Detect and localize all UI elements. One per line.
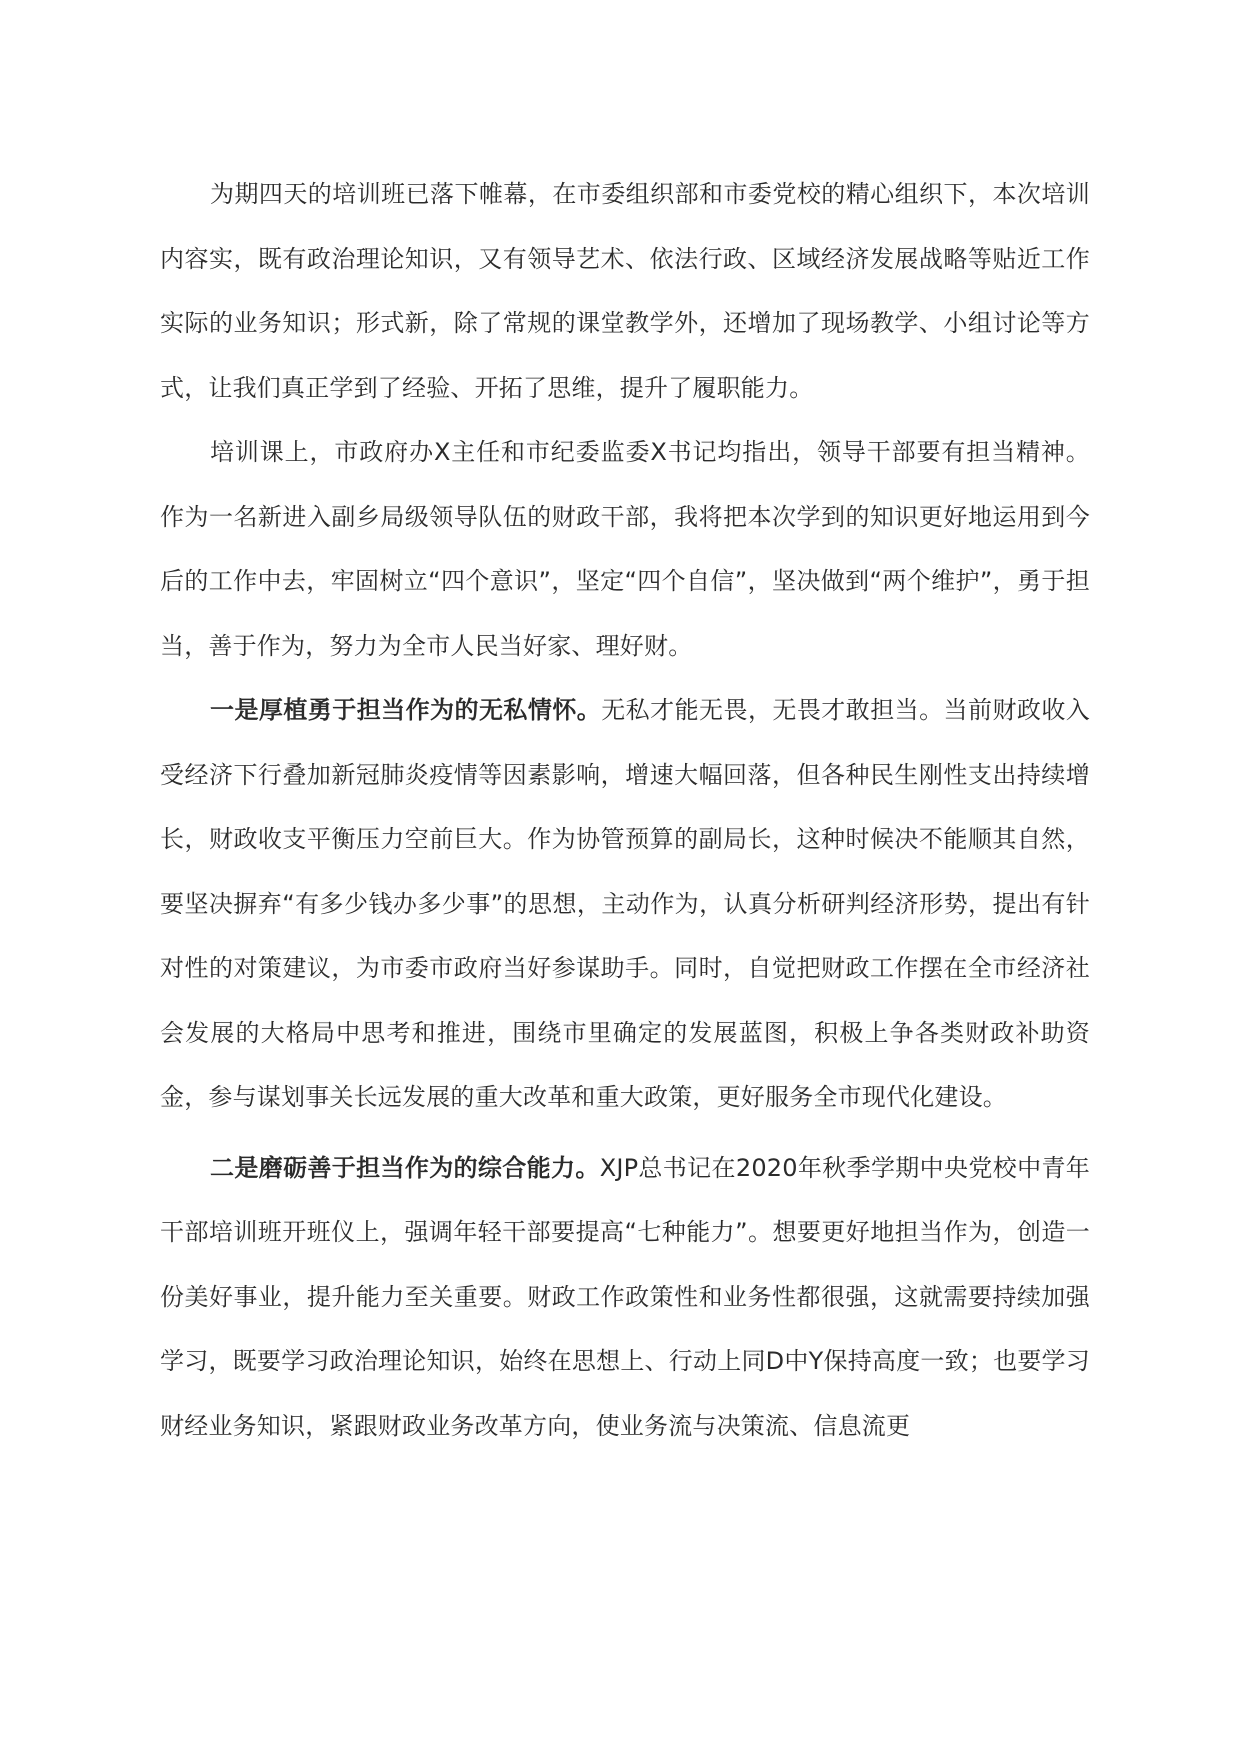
paragraph-lead: 二是磨砺善于担当作为的综合能力。 [210,1153,600,1182]
paragraph-text: 无私才能无畏，无畏才敢担当。当前财政收入受经济下行叠加新冠肺炎疫情等因素影响，增速大幅回落，但各种民生刚性支出持续增长，财政收支平衡压力空前巨大。作为协管预算的副局长，这种时候决不能顺其自然，要坚决摒弃“有多少钱办多少事”的思想，主动作为，认真分析研判经济形势，提出有针对性的对策建议，为市委市政府当好参谋助手。同时，自觉把财政工作摆在全市经济社会发展的大格局中思考和推进，围绕市里确定的发展蓝图，积极上争各类财政补助资金，参与谋划事关长远发展的重大改革和重大政策，更好服务全市现代化建设。 [160,696,1091,1111]
paragraph-point-one [160,678,1090,1130]
paragraph-text: 为期四天的培训班已落下帷幕，在市委组织部和市委党校的精心组织下，本次培训内容实，既有政治理论知识，又有领导艺术、依法行政、区域经济发展战略等贴近工作实际的业务知识；形式新，除了常规的课堂教学外，还增加了现场教学、小组讨论等方式，让我们真正学到了经验、开拓了思维，提升了履职能力。 [160,180,1090,402]
paragraph-intro [160,162,1090,420]
paragraph-point-two [160,1136,1090,1459]
paragraph-text: XJP总书记在2020年秋季学期中央党校中青年干部培训班开班仪上，强调年轻干部要提高“七种能力”。想要更好地担当作为，创造一份美好事业，提升能力至关重要。财政工作政策性和业务性都很强，这就需要持续加强学习，既要学习政治理论知识，始终在思想上、行动上同D中Y保持高度一致；也要学习财经业务知识，紧跟财政业务改革方向，使业务流与决策流、信息流更 [160,1153,1090,1440]
paragraph-lead: 一是厚植勇于担当作为的无私情怀。 [210,696,602,724]
paragraph-responsibility [160,420,1090,678]
document-page [160,162,1090,1458]
paragraph-text: 培训课上，市政府办X主任和市纪委监委X书记均指出，领导干部要有担当精神。作为一名新进入副乡局级领导队伍的财政干部，我将把本次学到的知识更好地运用到今后的工作中去，牢固树立“四个意识”，坚定“四个自信”，坚决做到“两个维护”，勇于担当，善于作为，努力为全市人民当好家、理好财。 [160,438,1090,660]
